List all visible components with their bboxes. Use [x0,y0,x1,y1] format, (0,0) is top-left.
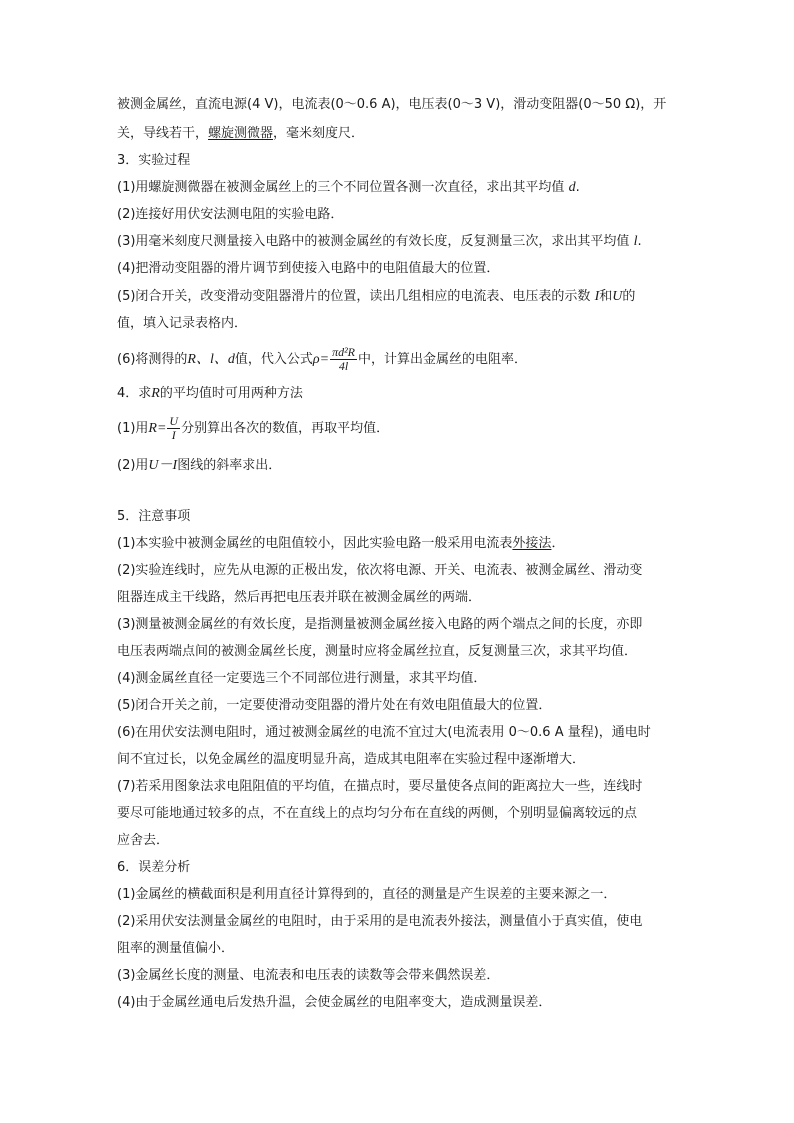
procedure-step-2: (2)连接好用伏安法测电阻的实验电路． [117,207,344,222]
error-2-line-1: (2)采用伏安法测量金属丝的电阻时，由于采用的是电流表外接法，测量值小于真实值，使电 [117,914,643,929]
procedure-step-4: (4)把滑动变阻器的滑片调节到使接入电路中的电阻值最大的位置． [117,261,500,276]
procedure-step-5 [117,287,635,307]
step-text: 值，代入公式 [234,352,313,367]
procedure-step-5-cont: 值，填入记录表格内． [117,316,248,331]
method-text: (1)用 [117,421,149,436]
variables-R-l-d: R、l、d [187,352,235,367]
note-5: (5)闭合开关之前，一定要使滑动变阻器的滑片处在有效电阻值最大的位置． [117,698,552,713]
external-connection-term: 外接法 [512,536,552,551]
variable-l: l [633,234,638,249]
title-text: 的平均值时可用两种方法 [159,386,303,401]
variable-d: d [568,180,576,195]
note-1 [117,534,564,554]
step-text: (5)闭合开关，改变滑动变阻器滑片的位置，读出几组相应的电流表、电压表的示数 [117,289,591,304]
note-2-line-2: 阻器连成主干线路，然后再把电压表并联在被测金属丝的两端． [117,590,482,605]
formula-rho: ρ= [312,352,330,367]
section-4-title [117,384,303,404]
method-text: (2)用 [117,458,149,473]
note-7-line-3: 应舍去． [117,833,170,848]
error-2-line-2: 阻率的测量值偏小． [117,941,235,956]
materials-line-2 [117,124,364,144]
section-3-title: 3．实验过程 [117,153,191,168]
fraction-numerator: πd²R [332,345,356,359]
materials-line-1 [117,95,666,115]
note-7-line-1: (7)若采用图象法求电阻阻值的平均值，在描点时，要尽量使各点间的距离拉大一些，连线时 [117,779,643,794]
step-end: . [637,234,642,249]
error-3: (3)金属丝长度的测量、电流表和电压表的读数等会带来偶然误差． [117,968,500,983]
section-6-title: 6．误差分析 [117,860,191,875]
step-text: (1)用螺旋测微器在被测金属丝上的三个不同位置各测一次直径，求出其平均值 [117,180,565,195]
fraction-denominator: I [171,428,176,442]
error-4: (4)由于金属丝通电后发热升温，会使金属丝的电阻率变大，造成测量误差． [117,995,552,1010]
ohm-fraction [167,415,180,442]
step-text: 和 [599,289,613,304]
note-2-line-1: (2)实验连线时，应先从电源的正极出发，依次将电源、开关、电流表、被测金属丝、滑动变 [117,563,643,578]
method-2 [117,456,281,476]
step-text: (3)用毫米刻度尺测量接入电路中的被测金属丝的有效长度，反复测量三次，求出其平均值 [117,234,630,249]
error-1: (1)金属丝的横截面积是利用直径计算得到的，直径的测量是产生误差的主要来源之一． [117,887,617,902]
procedure-step-6 [117,343,527,377]
step-text: 的 [622,289,636,304]
step-text: (6)将测得的 [117,352,188,367]
note-3-line-2: 电压表两端点间的被测金属丝长度，测量时应将金属丝拉直，反复测量三次，求其平均值． [117,644,638,659]
materials-text: 关，导线若干， [117,126,209,141]
note-7-line-2: 要尽可能地通过较多的点，不在直线上的点均匀分布在直线的两侧，个别明显偏离较远的点 [117,806,638,821]
variable-R: R [151,386,160,401]
method-text: 图线的斜率求出． [177,458,282,473]
resistivity-fraction [330,346,357,373]
note-6-line-1: (6)在用伏安法测电阻时，通过被测金属丝的电流不宜过大(电流表用 0～0.6 A 量程)，通电时 [117,725,651,740]
note-6-line-2: 间不宜过长，以免金属丝的温度明显升高，造成其电阻率在实验过程中逐渐增大． [117,752,586,767]
fraction-denominator: 4l [338,359,349,373]
materials-text: 被测金属丝，直流电源(4 V)，电流表(0～0.6 A)，电压表(0～3 V)，滑动变阻器(0～50 Ω)，开 [117,97,667,112]
note-text: (1)本实验中被测金属丝的电阻值较小，因此实验电路一般采用电流表 [117,536,513,551]
step-end: . [575,180,580,195]
micrometer-term: 螺旋测微器 [208,126,274,141]
step-text: 中，计算出金属丝的电阻率． [358,352,528,367]
materials-text: ，毫米刻度尺． [273,126,365,141]
method-1 [117,412,389,446]
procedure-step-1 [117,178,580,198]
note-text: ． [551,536,565,551]
formula-R: R= [148,421,167,436]
variable-I: I [594,289,600,304]
method-text: 分别算出各次的数值，再取平均值． [181,421,390,436]
note-3-line-1: (3)测量被测金属丝的有效长度，是指测量被测金属丝接入电路的两个端点之间的长度，亦即 [117,617,643,632]
note-4: (4)测金属丝直径一定要选三个不同部位进行测量，求其平均值． [117,671,487,686]
variable-U: U [612,289,623,304]
title-text: 4．求 [117,386,152,401]
procedure-step-3 [117,232,642,252]
variable-U-I: U－I [148,458,178,473]
section-5-title: 5．注意事项 [117,509,191,524]
fraction-numerator: U [169,414,179,428]
